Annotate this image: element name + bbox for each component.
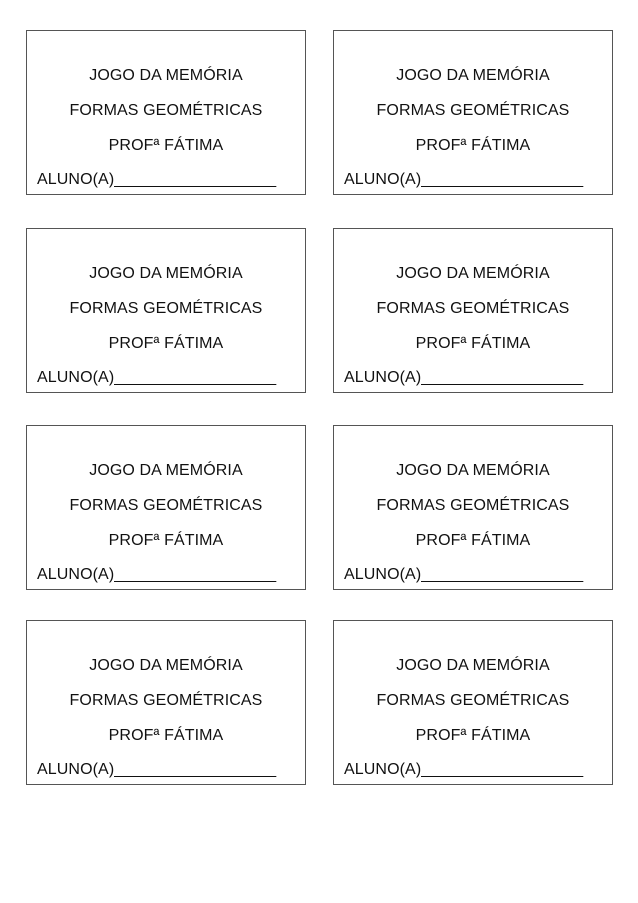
card-teacher: PROFª FÁTIMA: [108, 532, 224, 549]
memory-card-3: [26, 228, 306, 393]
card-student-field: ALUNO(A)__________________: [37, 761, 277, 778]
card-title: JOGO DA MEMÓRIA: [89, 462, 243, 479]
card-subtitle: FORMAS GEOMÉTRICAS: [69, 692, 263, 709]
card-teacher: PROFª FÁTIMA: [108, 137, 224, 154]
card-title: JOGO DA MEMÓRIA: [396, 657, 550, 674]
card-teacher: PROFª FÁTIMA: [415, 532, 531, 549]
card-student-field: ALUNO(A)__________________: [37, 566, 277, 583]
card-title: JOGO DA MEMÓRIA: [396, 67, 550, 84]
card-title: JOGO DA MEMÓRIA: [89, 657, 243, 674]
memory-card-4: [333, 228, 613, 393]
card-teacher: PROFª FÁTIMA: [415, 335, 531, 352]
card-title: JOGO DA MEMÓRIA: [396, 265, 550, 282]
card-student-field: ALUNO(A)__________________: [344, 761, 584, 778]
memory-card-6: [333, 425, 613, 590]
memory-card-7: [26, 620, 306, 785]
card-title: JOGO DA MEMÓRIA: [89, 67, 243, 84]
card-teacher: PROFª FÁTIMA: [415, 727, 531, 744]
card-subtitle: FORMAS GEOMÉTRICAS: [376, 102, 570, 119]
card-student-field: ALUNO(A)__________________: [37, 369, 277, 386]
card-teacher: PROFª FÁTIMA: [415, 137, 531, 154]
card-student-field: ALUNO(A)__________________: [344, 171, 584, 188]
memory-card-5: [26, 425, 306, 590]
card-subtitle: FORMAS GEOMÉTRICAS: [69, 102, 263, 119]
card-subtitle: FORMAS GEOMÉTRICAS: [69, 497, 263, 514]
memory-card-1: [26, 30, 306, 195]
card-title: JOGO DA MEMÓRIA: [396, 462, 550, 479]
card-teacher: PROFª FÁTIMA: [108, 335, 224, 352]
memory-card-8: [333, 620, 613, 785]
card-subtitle: FORMAS GEOMÉTRICAS: [376, 692, 570, 709]
card-title: JOGO DA MEMÓRIA: [89, 265, 243, 282]
card-subtitle: FORMAS GEOMÉTRICAS: [376, 497, 570, 514]
card-subtitle: FORMAS GEOMÉTRICAS: [69, 300, 263, 317]
card-teacher: PROFª FÁTIMA: [108, 727, 224, 744]
card-subtitle: FORMAS GEOMÉTRICAS: [376, 300, 570, 317]
card-student-field: ALUNO(A)__________________: [344, 566, 584, 583]
memory-card-2: [333, 30, 613, 195]
card-student-field: ALUNO(A)__________________: [344, 369, 584, 386]
card-student-field: ALUNO(A)__________________: [37, 171, 277, 188]
